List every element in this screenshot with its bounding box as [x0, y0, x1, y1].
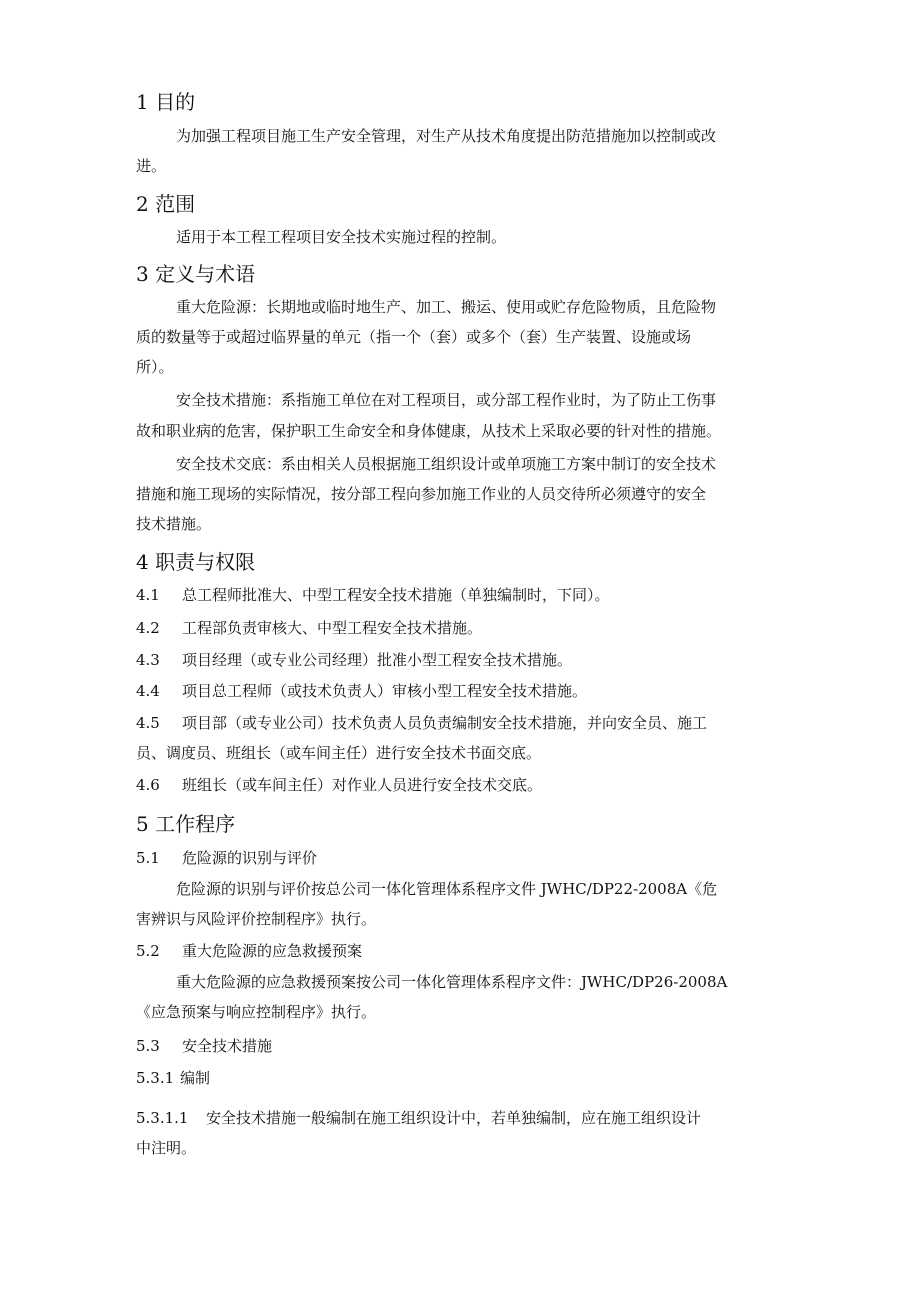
subsection-number: 5.3.1 — [136, 1069, 175, 1087]
definition-line: 所）。 — [136, 358, 174, 376]
item-text: 总工程师批准大、中型工程安全技术措施（单独编制时，下同）。 — [182, 586, 610, 604]
section-heading-purpose: 1 目的 — [136, 90, 196, 114]
responsibility-item — [136, 585, 610, 605]
paragraph-line: 害辨识与风险评价控制程序》执行。 — [136, 910, 377, 928]
paragraph-line: 重大危险源的应急救援预案按公司一体化管理体系程序文件：JWHC/DP26-2008A — [176, 973, 728, 991]
subsection-number: 5.3 — [136, 1037, 160, 1055]
responsibility-item-continuation: 员、调度员、班组长（或车间主任）进行安全技术书面交底。 — [136, 744, 542, 762]
subsection-title: 编制 — [180, 1069, 211, 1087]
definition-line: 措施和施工现场的实际情况，按分部工程向参加施工作业的人员交待所必须遵守的安全 — [136, 485, 707, 503]
item-number: 4.4 — [136, 682, 160, 700]
definition-line: 安全技术措施：系指施工单位在对工程项目，或分部工程作业时，为了防止工伤事 — [176, 391, 717, 409]
subsection-number: 5.2 — [136, 942, 160, 960]
clause-text: 安全技术措施一般编制在施工组织设计中，若单独编制，应在施工组织设计 — [206, 1109, 702, 1127]
subsection-title: 安全技术措施 — [182, 1037, 273, 1055]
paragraph-line: 《应急预案与响应控制程序》执行。 — [136, 1003, 377, 1021]
section-heading-definitions: 3 定义与术语 — [136, 262, 256, 286]
responsibility-item — [136, 775, 542, 795]
section-heading-procedure: 5 工作程序 — [136, 812, 236, 836]
definition-line: 技术措施。 — [136, 515, 212, 533]
item-number: 4.2 — [136, 619, 160, 637]
section-heading-responsibilities: 4 职责与权限 — [136, 550, 256, 574]
section-heading-scope: 2 范围 — [136, 192, 196, 216]
clause-item — [136, 1108, 701, 1128]
subsection-heading — [136, 941, 362, 961]
definition-line: 故和职业病的危害，保护职工生命安全和身体健康，从技术上采取必要的针对性的措施。 — [136, 422, 722, 440]
paragraph-line: 进。 — [136, 157, 167, 175]
definition-line: 质的数量等于或超过临界量的单元（指一个（套）或多个（套）生产装置、设施或场 — [136, 328, 692, 346]
paragraph-line: 适用于本工程工程项目安全技术实施过程的控制。 — [176, 228, 507, 246]
clause-number: 5.3.1.1 — [136, 1109, 189, 1127]
subsection-heading — [136, 848, 317, 868]
subsection-title: 重大危险源的应急救援预案 — [182, 942, 363, 960]
item-number: 4.6 — [136, 776, 160, 794]
item-text: 班组长（或车间主任）对作业人员进行安全技术交底。 — [182, 776, 543, 794]
clause-continuation: 中注明。 — [136, 1139, 197, 1157]
item-text: 项目经理（或专业公司经理）批准小型工程安全技术措施。 — [182, 651, 573, 669]
definition-line: 安全技术交底：系由相关人员根据施工组织设计或单项施工方案中制订的安全技术 — [176, 455, 717, 473]
responsibility-item — [136, 681, 587, 701]
subsection-number: 5.1 — [136, 849, 160, 867]
item-number: 4.1 — [136, 586, 160, 604]
item-text: 项目总工程师（或技术负责人）审核小型工程安全技术措施。 — [182, 682, 588, 700]
item-text: 工程部负责审核大、中型工程安全技术措施。 — [182, 619, 483, 637]
item-number: 4.5 — [136, 714, 160, 732]
subsection-heading — [136, 1068, 210, 1088]
subsection-heading — [136, 1036, 272, 1056]
responsibility-item — [136, 650, 572, 670]
paragraph-line: 危险源的识别与评价按总公司一体化管理体系程序文件 JWHC/DP22-2008A《危 — [176, 880, 718, 898]
item-text: 项目部（或专业公司）技术负责人员负责编制安全技术措施，并向安全员、施工 — [182, 714, 708, 732]
definition-line: 重大危险源：长期地或临时地生产、加工、搬运、使用或贮存危险物质，且危险物 — [176, 298, 717, 316]
responsibility-item — [136, 713, 707, 733]
paragraph-line: 为加强工程项目施工生产安全管理，对生产从技术角度提出防范措施加以控制或改 — [176, 127, 717, 145]
responsibility-item — [136, 618, 482, 638]
item-number: 4.3 — [136, 651, 160, 669]
subsection-title: 危险源的识别与评价 — [182, 849, 318, 867]
